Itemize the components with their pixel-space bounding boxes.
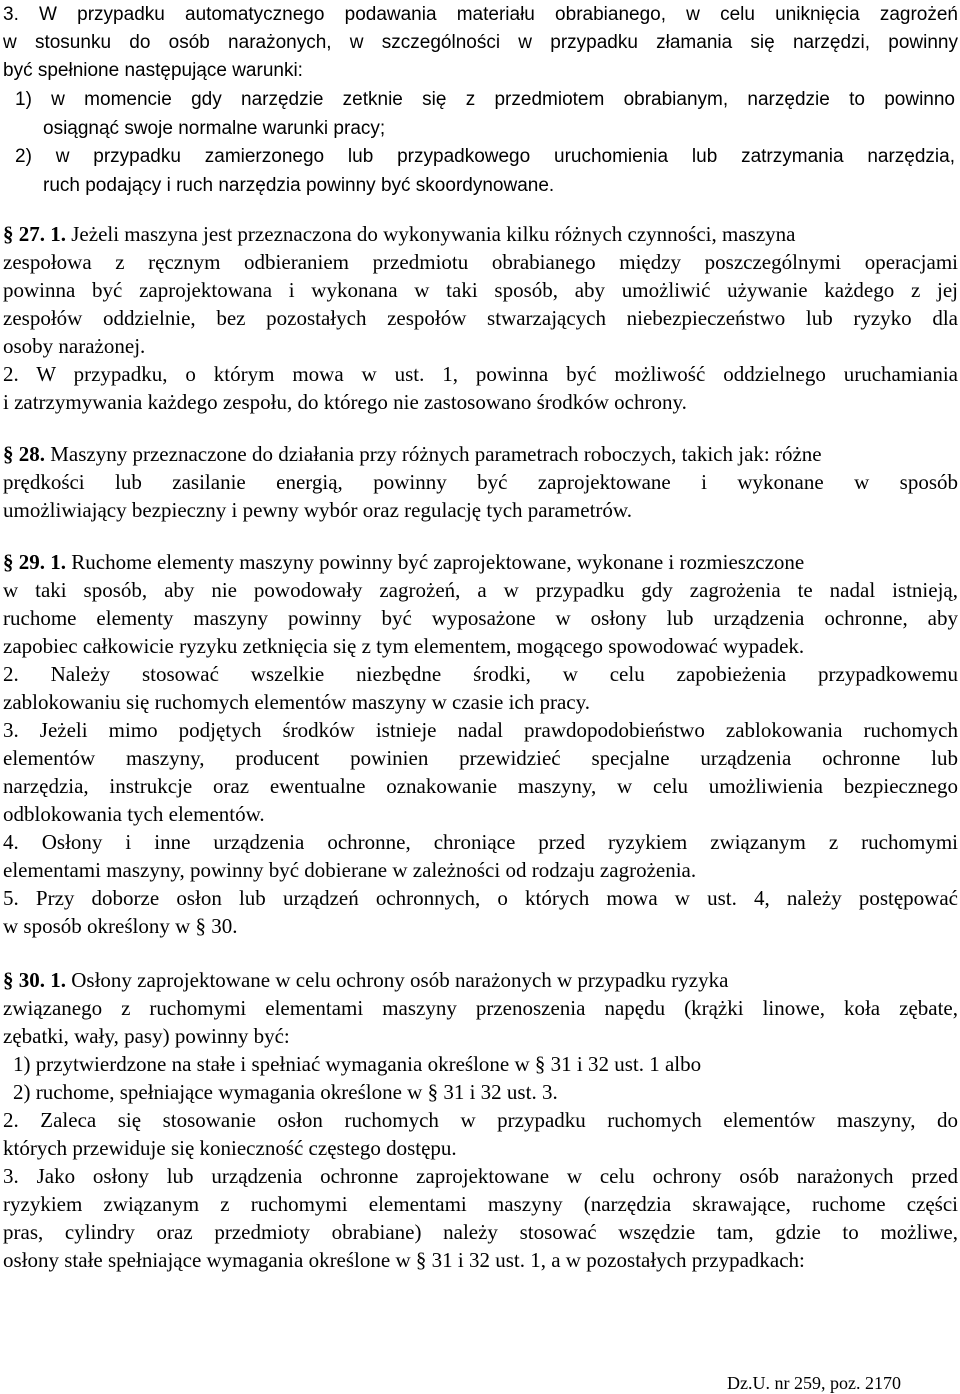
section-29-first-line	[3, 548, 804, 577]
section-29-heading: § 29. 1.	[3, 550, 66, 574]
section-29-point-3-line-3: narzędzia, instrukcje oraz ewentualne oznakowanie maszyny, w celu umożliwienia bezpiecznego	[3, 774, 958, 798]
section-29-line-3: ruchome elementy maszyny powinny być wyposażone w osłony lub urządzenia ochronne, aby	[3, 606, 958, 630]
section-29-point-5-continuation: w sposób określony w § 30.	[3, 914, 238, 938]
list-item-1: 1) w momencie gdy narzędzie zetknie się z przedmiotem obrabianym, narzędzie to powinno	[15, 89, 955, 110]
section-30-point-3-line-2: ryzykiem związanym z ruchomymi elementami maszyny (narzędzia skrawające, ruchome części	[3, 1192, 958, 1216]
paragraph-3-line-2: w stosunku do osób narażonych, w szczególności w przypadku złamania się narzędzi, powinny	[3, 32, 958, 53]
section-30-list-item-1: 1) przytwierdzone na stałe i spełniać wymagania określone w § 31 i 32 ust. 1 albo	[13, 1052, 702, 1076]
section-30-point-3-line-3: pras, cylindry oraz przedmioty obrabiane) należy stosować wszędzie tam, gdzie to możliwe,	[3, 1220, 958, 1244]
section-28-line-2: prędkości lub zasilanie energią, powinny być zaprojektowane i wykonane w sposób	[3, 470, 958, 494]
section-29-point-5: 5. Przy doborze osłon lub urządzeń ochronnych, o których mowa w ust. 4, należy postępować	[3, 886, 958, 910]
paragraph-3-line-3: być spełnione następujące warunki:	[3, 60, 303, 81]
section-27-point-2-continuation: i zatrzymywania każdego zespołu, do którego nie zastosowano środków ochrony.	[3, 390, 687, 414]
section-29-point-4: 4. Osłony i inne urządzenia ochronne, chroniące przed ryzykiem związanym z ruchomymi	[3, 830, 958, 854]
section-27-line-2: zespołowa z ręcznym odbieraniem przedmiotu obrabianego między poszczególnymi operacjami	[3, 250, 958, 274]
section-30-point-3-line-4: osłony stałe spełniające wymagania określone w § 31 i 32 ust. 1, a w pozostałych przypadkach:	[3, 1248, 805, 1272]
section-30-list-item-2: 2) ruchome, spełniające wymagania określone w § 31 i 32 ust. 3.	[13, 1080, 558, 1104]
section-30-first-line	[3, 966, 728, 995]
section-29-point-2: 2. Należy stosować wszelkie niezbędne środki, w celu zapobieżenia przypadkowemu	[3, 662, 958, 686]
section-30-point-2-continuation: których przewiduje się konieczność częstego dostępu.	[3, 1136, 457, 1160]
section-30-point-3: 3. Jako osłony lub urządzenia ochronne zaprojektowane w celu ochrony osób narażonych przed	[3, 1164, 958, 1188]
section-28-text: Maszyny przeznaczone do działania przy różnych parametrach roboczych, takich jak: różne	[45, 442, 822, 466]
section-27-line-5: osoby narażonej.	[3, 334, 146, 358]
list-item-2-continuation: ruch podający i ruch narzędzia powinny być skoordynowane.	[43, 175, 555, 196]
section-29-line-2: w taki sposób, aby nie powodowały zagrożeń, a w przypadku gdy zagrożenia te nadal istnieją,	[3, 578, 958, 602]
section-29-point-3-line-4: odblokowania tych elementów.	[3, 802, 265, 826]
section-29-line-4: zapobiec całkowicie ryzyku zetknięcia się z tym elementem, mogącego spowodować wypadek.	[3, 634, 805, 658]
section-29-point-3: 3. Jeżeli mimo podjętych środków istnieje nadal prawdopodobieństwo zablokowania ruchomych	[3, 718, 958, 742]
section-27-line-3: powinna być zaprojektowana i wykonana w taki sposób, aby umożliwić używanie każdego z jej	[3, 278, 958, 302]
section-27-first-line	[3, 220, 958, 249]
list-item-1-continuation: osiągnąć swoje normalne warunki pracy;	[43, 118, 386, 139]
section-29-point-3-line-2: elementów maszyny, producent powinien przewidzieć specjalne urządzenia ochronne lub	[3, 746, 958, 770]
section-29-point-2-continuation: zablokowaniu się ruchomych elementów maszyny w czasie ich pracy.	[3, 690, 591, 714]
section-27-point-2: 2. W przypadku, o którym mowa w ust. 1, powinna być możliwość oddzielnego uruchamiania	[3, 362, 958, 386]
section-29-text: Ruchome elementy maszyny powinny być zaprojektowane, wykonane i rozmieszczone	[66, 550, 805, 574]
section-28-line-3: umożliwiający bezpieczny i pewny wybór oraz regulację tych parametrów.	[3, 498, 632, 522]
section-27-heading: § 27. 1.	[3, 222, 66, 246]
section-30-line-2: związanego z ruchomymi elementami maszyny przenoszenia napędu (krążki linowe, koła zębate,	[3, 996, 958, 1020]
section-27-line-4: zespołów oddzielnie, bez pozostałych zespołów stwarzających niebezpieczeństwo lub ryzyko dla	[3, 306, 958, 330]
page-footer-citation: Dz.U. nr 259, poz. 2170	[727, 1373, 901, 1393]
section-29-point-4-continuation: elementami maszyny, powinny być dobierane w zależności od rodzaju zagrożenia.	[3, 858, 697, 882]
section-30-text: Osłony zaprojektowane w celu ochrony osób narażonych w przypadku ryzyka	[66, 968, 729, 992]
paragraph-3-line-1: 3. W przypadku automatycznego podawania materiału obrabianego, w celu uniknięcia zagrożeń	[3, 4, 958, 25]
section-30-heading: § 30. 1.	[3, 968, 66, 992]
section-28-heading: § 28.	[3, 442, 45, 466]
section-30-point-2: 2. Zaleca się stosowanie osłon ruchomych w przypadku ruchomych elementów maszyny, do	[3, 1108, 958, 1132]
section-27-text: Jeżeli maszyna jest przeznaczona do wykonywania kilku różnych czynności, maszyna	[66, 222, 796, 246]
section-28-first-line	[3, 440, 822, 469]
section-30-line-3: zębatki, wały, pasy) powinny być:	[3, 1024, 290, 1048]
list-item-2: 2) w przypadku zamierzonego lub przypadkowego uruchomienia lub zatrzymania narzędzia,	[15, 146, 955, 167]
